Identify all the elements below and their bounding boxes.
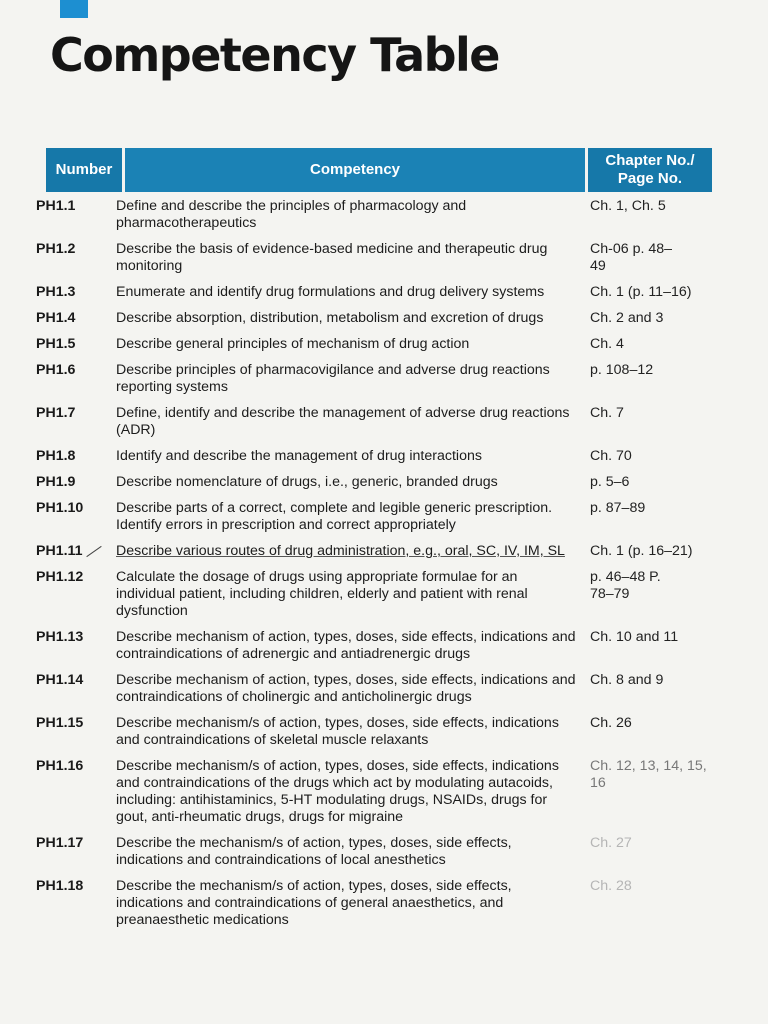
row-chapter: Ch. 70 bbox=[590, 448, 632, 464]
table-row bbox=[28, 500, 718, 534]
row-chapter: Ch. 2 and 3 bbox=[590, 310, 664, 326]
table-row bbox=[28, 474, 718, 491]
row-competency: Describe mechanism of action, types, doses, side effects, indications and contraindications of cholinergic and anticholinergic drugs bbox=[116, 672, 576, 705]
row-number: PH1.16 bbox=[36, 758, 84, 774]
row-competency: Describe the basis of evidence-based medicine and therapeutic drug monitoring bbox=[116, 241, 548, 274]
row-number: PH1.14 bbox=[36, 672, 84, 688]
row-chapter: Ch. 8 and 9 bbox=[590, 672, 664, 688]
row-number: PH1.12 bbox=[36, 569, 84, 585]
row-competency: Describe parts of a correct, complete and legible generic prescription. Identify errors in prescription and correct appropriately bbox=[116, 500, 553, 533]
row-chapter: Ch-06 p. 48–49 bbox=[590, 241, 673, 274]
row-chapter: Ch. 7 bbox=[590, 405, 624, 421]
row-number: PH1.10 bbox=[36, 500, 84, 516]
row-competency: Identify and describe the management of drug interactions bbox=[116, 448, 482, 464]
table-row bbox=[28, 672, 718, 706]
table-row bbox=[28, 629, 718, 663]
table-row bbox=[28, 878, 718, 929]
row-number: PH1.18 bbox=[36, 878, 84, 894]
row-number: PH1.6 bbox=[36, 362, 76, 378]
row-competency: Describe nomenclature of drugs, i.e., generic, branded drugs bbox=[116, 474, 498, 490]
table-header bbox=[46, 148, 712, 192]
row-chapter: Ch. 1, Ch. 5 bbox=[590, 198, 666, 214]
table-row bbox=[28, 405, 718, 439]
row-chapter: p. 108–12 bbox=[590, 362, 654, 378]
header-chapter bbox=[588, 148, 712, 192]
row-competency: Describe absorption, distribution, metabolism and excretion of drugs bbox=[116, 310, 544, 326]
row-competency: Describe the mechanism/s of action, types, doses, side effects, indications and contraindications of local anesthetics bbox=[116, 835, 512, 868]
table-body bbox=[28, 198, 718, 929]
table-row bbox=[28, 198, 718, 232]
table-row bbox=[28, 758, 718, 826]
row-competency: Describe mechanism/s of action, types, doses, side effects, indications and contraindications of the drugs which act by modulating autacoids, including: antihistaminics, 5-HT modulating drugs, NSAIDs, drugs for gout, anti-rheumatic drugs, drugs for migraine bbox=[116, 758, 559, 825]
pen-tick-mark bbox=[86, 546, 101, 557]
header-competency: Competency bbox=[125, 148, 585, 192]
row-competency: Define and describe the principles of pharmacology and pharmacotherapeutics bbox=[116, 198, 467, 231]
table-row bbox=[28, 284, 718, 301]
table-row bbox=[28, 715, 718, 749]
row-competency: Calculate the dosage of drugs using appropriate formulae for an individual patient, including children, elderly and patient with renal dysfunction bbox=[116, 569, 528, 619]
row-number: PH1.17 bbox=[36, 835, 84, 851]
row-chapter: Ch. 10 and 11 bbox=[590, 629, 679, 645]
row-competency: Describe the mechanism/s of action, types, doses, side effects, indications and contraindications of general anaesthetics, and preanaesthetic medications bbox=[116, 878, 512, 928]
header-number: Number bbox=[46, 148, 122, 192]
row-competency: Define, identify and describe the management of adverse drug reactions (ADR) bbox=[116, 405, 570, 438]
table-row bbox=[28, 336, 718, 353]
row-competency: Describe principles of pharmacovigilance and adverse drug reactions reporting systems bbox=[116, 362, 550, 395]
table-row bbox=[28, 835, 718, 869]
row-chapter: Ch. 28 bbox=[590, 878, 632, 894]
row-competency: Enumerate and identify drug formulations and drug delivery systems bbox=[116, 284, 545, 300]
row-competency: Describe general principles of mechanism of drug action bbox=[116, 336, 470, 352]
table-row bbox=[28, 448, 718, 465]
row-number: PH1.15 bbox=[36, 715, 84, 731]
row-number: PH1.13 bbox=[36, 629, 84, 645]
row-number: PH1.9 bbox=[36, 474, 76, 490]
row-number bbox=[28, 543, 116, 560]
header-chapter-line2: Page No. bbox=[617, 170, 683, 187]
row-chapter: p. 5–6 bbox=[590, 474, 630, 490]
table-row bbox=[28, 310, 718, 327]
row-number: PH1.3 bbox=[36, 284, 76, 300]
corner-accent-block bbox=[60, 0, 88, 18]
row-chapter: Ch. 26 bbox=[590, 715, 632, 731]
row-competency: Describe mechanism/s of action, types, doses, side effects, indications and contraindications of skeletal muscle relaxants bbox=[116, 715, 559, 748]
row-number: PH1.7 bbox=[36, 405, 76, 421]
row-chapter: Ch. 1 (p. 11–16) bbox=[590, 284, 692, 300]
table-row bbox=[28, 569, 718, 620]
row-chapter: Ch. 27 bbox=[590, 835, 632, 851]
row-number: PH1.1 bbox=[36, 198, 76, 214]
page-title: Competency Table bbox=[50, 28, 500, 82]
competency-table bbox=[28, 148, 718, 938]
header-chapter-line1: Chapter No./ bbox=[605, 152, 695, 169]
row-chapter: Ch. 1 (p. 16–21) bbox=[590, 543, 693, 559]
row-number: PH1.5 bbox=[36, 336, 76, 352]
row-chapter: p. 46–48 P. 78–79 bbox=[590, 569, 661, 602]
row-number: PH1.2 bbox=[36, 241, 76, 257]
row-competency: Describe mechanism of action, types, doses, side effects, indications and contraindications of adrenergic and antiadrenergic drugs bbox=[116, 629, 576, 662]
row-number: PH1.4 bbox=[36, 310, 76, 326]
table-row bbox=[28, 543, 718, 560]
row-number: PH1.8 bbox=[36, 448, 76, 464]
row-number-text: PH1.11 bbox=[36, 543, 83, 559]
row-chapter: p. 87–89 bbox=[590, 500, 646, 516]
row-chapter: Ch. 12, 13, 14, 15, 16 bbox=[590, 758, 707, 791]
table-row bbox=[28, 362, 718, 396]
row-competency: Describe various routes of drug administration, e.g., oral, SC, IV, IM, SL bbox=[116, 543, 565, 559]
row-chapter: Ch. 4 bbox=[590, 336, 624, 352]
table-row bbox=[28, 241, 718, 275]
